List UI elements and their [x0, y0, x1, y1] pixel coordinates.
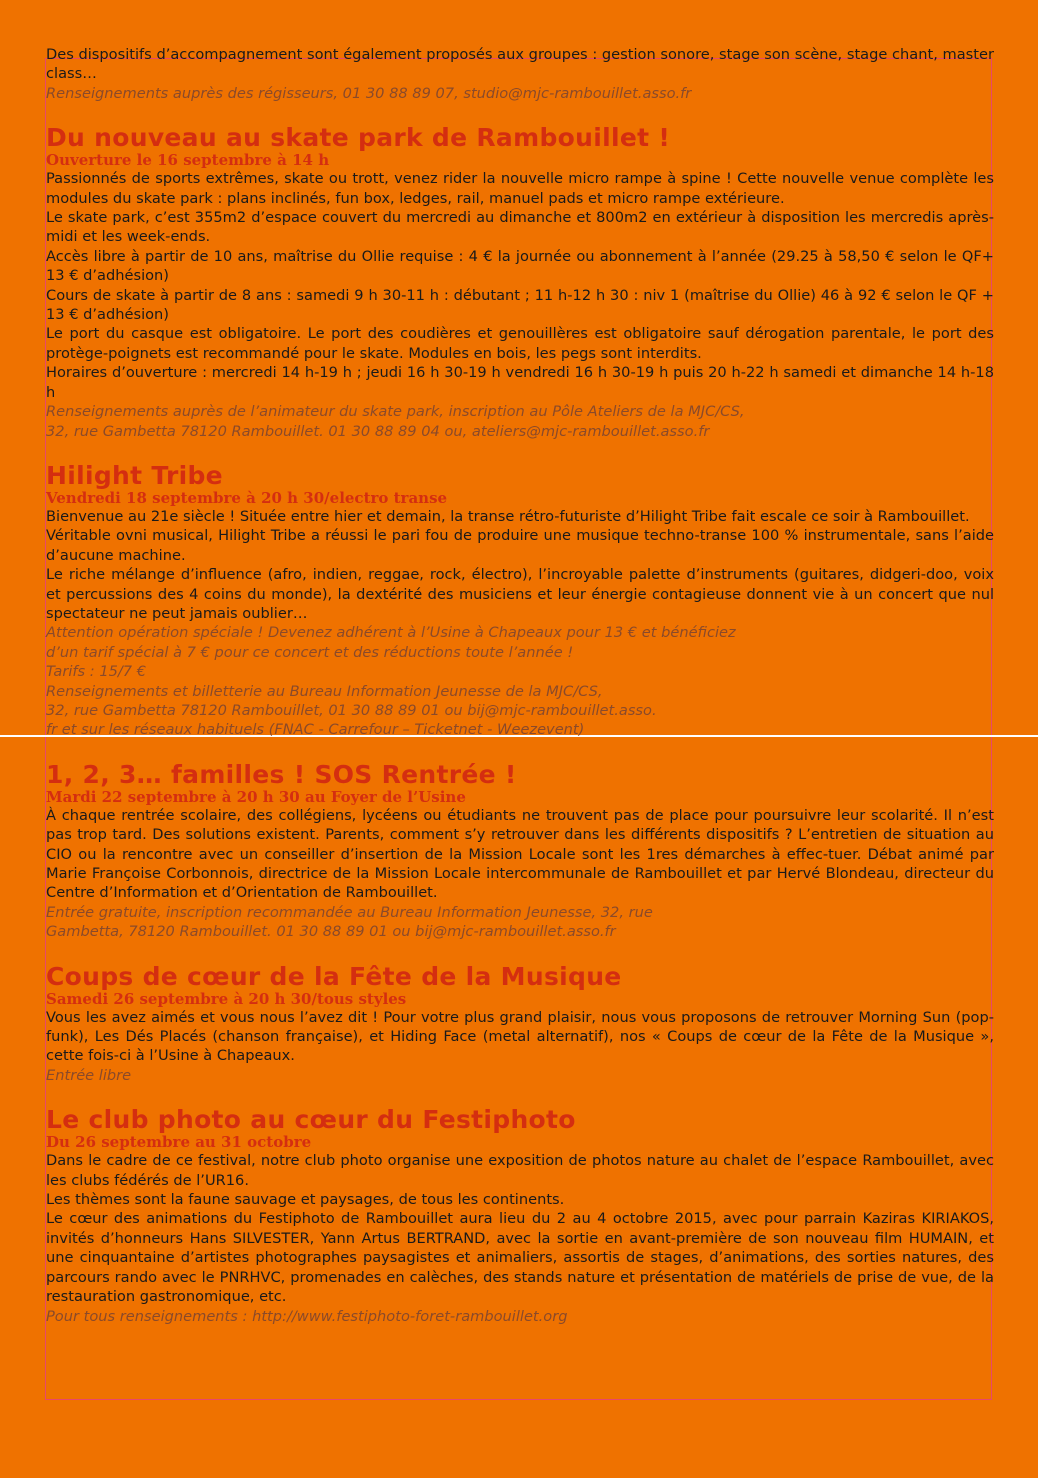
info-line: Tarifs : 15/7 €	[46, 663, 147, 681]
info-line: Renseignements et billetterie au Bureau Information Jeunesse de la MJC/CS,	[46, 682, 603, 700]
body-paragraph: Accès libre à partir de 10 ans, maîtrise du Ollie requise : 4 € la journée ou abonnement à l’année (29.25 à 58,50 € selon le QF+ 13 € d’adhésion)	[46, 247, 994, 285]
body-paragraph: Horaires d’ouverture : mercredi 14 h-19 h ; jeudi 16 h 30-19 h vendredi 16 h 30-19 h puis 20 h-22 h samedi et dimanche 14 h-18 h	[46, 364, 994, 401]
section-title: 1, 2, 3… familles ! SOS Rentrée !	[46, 759, 517, 789]
info-line: Renseignements auprès de l’animateur du skate park, inscription au Pôle Ateliers de la MJC/CS,	[46, 403, 745, 421]
body-paragraph: Dans le cadre de ce festival, notre club photo organise une exposition de photos nature au chalet de l’espace Rambouillet, avec les clubs fédérés de l’UR16.	[46, 1152, 994, 1189]
body-paragraph: Le skate park, c’est 355m2 d’espace couvert du mercredi au dimanche et 800m2 en extérieur à disposition les mercredis après-midi et les week-ends.	[46, 209, 994, 246]
section-title: Hilight Tribe	[46, 460, 223, 490]
info-line: Pour tous renseignements : http://www.festiphoto-foret-rambouillet.org	[46, 1307, 568, 1325]
body-paragraph: À chaque rentrée scolaire, des collégiens, lycéens ou étudiants ne trouvent pas de place pour poursuivre leur scolarité. Il n’est pas trop tard. Des solutions existent. Parents, comment s’y retrouver dans les différents dispositifs ? L’entretien de situation au CIO ou la rencontre avec un conseiller d’insertion de la Mission Locale sont les 1res démarches à effec-tuer. Débat animé par Marie Françoise Corbonnois, directrice de la Mission Locale intercommunale de Rambouillet et par Hervé Blondeau, directeur du Centre d’Information et d’Orientation de Rambouillet.	[46, 806, 994, 902]
info-line: Entrée libre	[46, 1066, 132, 1084]
info-line: Attention opération spéciale ! Devenez adhérent à l’Usine à Chapeaux pour 13 € et bénéficiez	[46, 624, 736, 642]
section-title: Le club photo au cœur du Festiphoto	[46, 1105, 576, 1135]
section-skate-park	[46, 123, 994, 441]
info-line: 32, rue Gambetta 78120 Rambouillet. 01 30 88 89 04 ou, ateliers@mjc-rambouillet.asso.fr	[46, 422, 710, 440]
section-sos-rentree	[46, 760, 994, 942]
info-line: Entrée gratuite, inscription recommandée au Bureau Information Jeunesse, 32, rue	[46, 903, 653, 921]
info-line: Renseignements auprès des régisseurs, 01 30 88 89 07, studio@mjc-rambouillet.asso.fr	[46, 84, 692, 102]
info-line: d’un tarif spécial à 7 € pour ce concert et des réductions toute l’année !	[46, 643, 574, 661]
info-line: Gambetta, 78120 Rambouillet. 01 30 88 89 01 ou bij@mjc-rambouillet.asso.fr	[46, 923, 616, 941]
section-date: Vendredi 18 septembre à 20 h 30/electro transe	[46, 488, 448, 507]
intro-block	[46, 45, 994, 103]
section-hilight-tribe	[46, 461, 994, 740]
body-paragraph: Des dispositifs d’accompagnement sont également proposés aux groupes : gestion sonore, stage son scène, stage chant, master class…	[46, 46, 994, 83]
section-title: Du nouveau au skate park de Rambouillet !	[46, 123, 671, 153]
section-fete-musique	[46, 962, 994, 1086]
section-date: Samedi 26 septembre à 20 h 30/tous styles	[46, 989, 407, 1008]
body-paragraph: Les thèmes sont la faune sauvage et paysages, de tous les continents.	[46, 1191, 565, 1209]
info-line: fr et sur les réseaux habituels (FNAC - Carrefour – Ticketnet - Weezevent)	[46, 721, 585, 739]
body-paragraph: Le cœur des animations du Festiphoto de Rambouillet aura lieu du 2 au 4 octobre 2015, avec pour parrain Kaziras KIRIAKOS, invités d’honneurs Hans SILVESTER, Yann Artus BERTRAND, avec la sortie en avant-première de son nouveau film HUMAIN, et une cinquantaine d’artistes photographes paysagistes et animaliers, assortis de stages, d’animations, des sorties natures, des parcours rando avec le PNRHVC, promenades en calèches, des stands nature et présentation de matériels de prise de vue, de la restauration gastronomique, etc.	[46, 1210, 994, 1306]
info-line: 32, rue Gambetta 78120 Rambouillet, 01 30 88 89 01 ou bij@mjc-rambouillet.asso.	[46, 701, 657, 719]
section-date: Du 26 septembre au 31 octobre	[46, 1133, 312, 1152]
body-paragraph: Passionnés de sports extrêmes, skate ou trott, venez rider la nouvelle micro rampe à spine ! Cette nouvelle venue complète les modules du skate park : plans inclinés, fun box, ledges, rail, manuel pads et micro rampe extérieure.	[46, 170, 994, 207]
body-paragraph: Bienvenue au 21e siècle ! Située entre hier et demain, la transe rétro-futuriste d’Hilight Tribe fait escale ce soir à Rambouillet.	[46, 507, 970, 525]
section-date: Ouverture le 16 septembre à 14 h	[46, 151, 330, 170]
body-paragraph: Véritable ovni musical, Hilight Tribe a réussi le pari fou de produire une musique techno-transe 100 % instrumentale, sans l’aide d’aucune machine.	[46, 527, 994, 564]
article-column	[46, 45, 994, 1326]
body-paragraph: Vous les avez aimés et vous nous l’avez dit ! Pour votre plus grand plaisir, nous vous proposons de retrouver Morning Sun (pop-funk), Les Dés Placés (chanson française), et Hiding Face (metal alternatif), nos « Coups de cœur de la Fête de la Musique », cette fois-ci à l’Usine à Chapeaux.	[46, 1008, 994, 1065]
body-paragraph: Le riche mélange d’influence (afro, indien, reggae, rock, électro), l’incroyable palette d’instruments (guitares, didgeri-doo, voix et percussions des 4 coins du monde), la dextérité des musiciens et leur énergie contagieuse donnent vie à un concert que nul spectateur ne peut jamais oublier…	[46, 566, 994, 622]
body-paragraph: Le port du casque est obligatoire. Le port des coudières et genouillères est obligatoire sauf dérogation parentale, le port des protège-poignets est recommandé pour le skate. Modules en bois, les pegs sont interdits.	[46, 325, 994, 362]
body-paragraph: Cours de skate à partir de 8 ans : samedi 9 h 30-11 h : débutant ; 11 h-12 h 30 : niv 1 (maîtrise du Ollie) 46 à 92 € selon le QF + 13 € d’adhésion)	[46, 286, 994, 324]
section-club-photo	[46, 1105, 994, 1326]
section-title: Coups de cœur de la Fête de la Musique	[46, 961, 622, 991]
section-date: Mardi 22 septembre à 20 h 30 au Foyer de l’Usine	[46, 787, 466, 806]
